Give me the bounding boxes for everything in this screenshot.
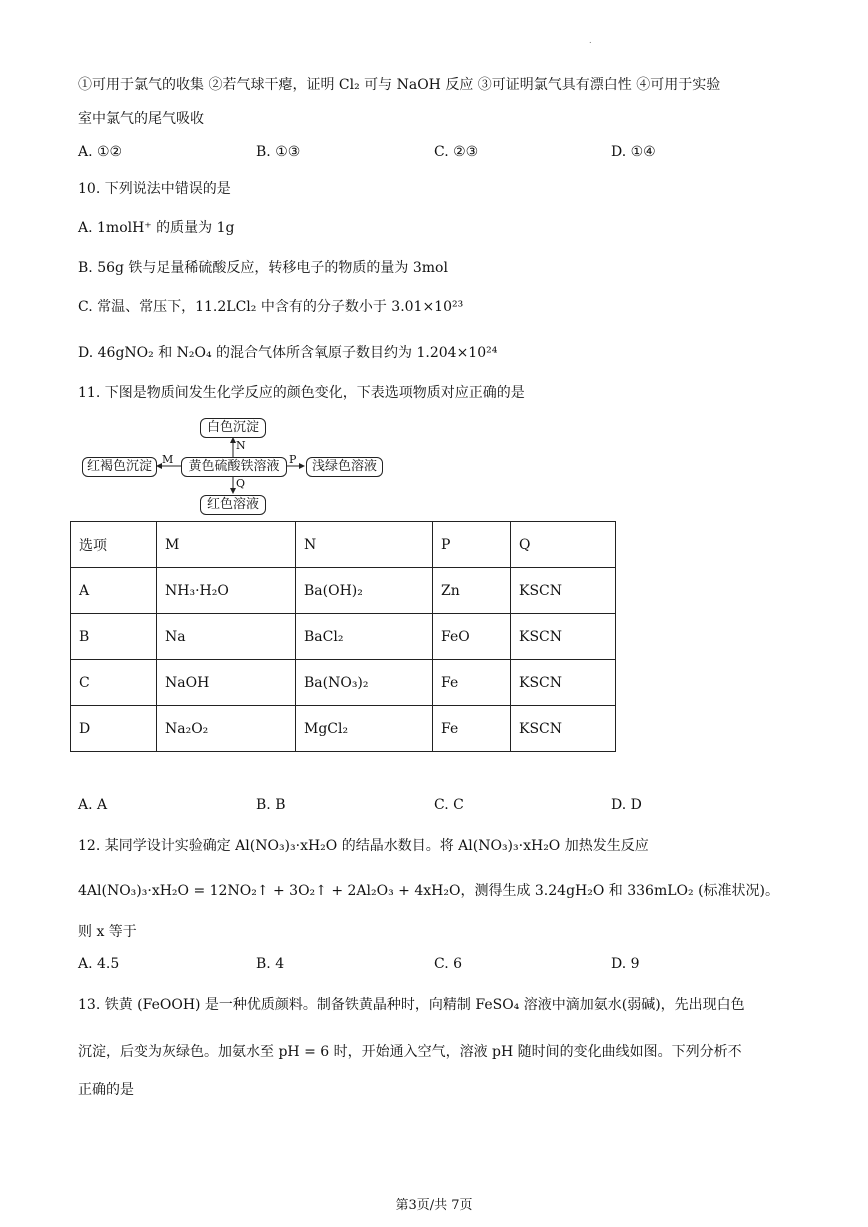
q9-option-d: D. ①④ bbox=[611, 144, 656, 160]
table-cell: NaOH bbox=[157, 660, 296, 706]
table-header-cell: M bbox=[157, 522, 296, 568]
table-cell: B bbox=[71, 614, 157, 660]
q11-option-c: C. C bbox=[434, 797, 464, 813]
q9-line1: ①可用于氯气的收集 ②若气球干瘪，证明 Cl₂ 可与 NaOH 反应 ③可证明氯气具有漂白性 ④可用于实验 bbox=[78, 77, 721, 93]
page-footer: 第3页/共 7页 bbox=[395, 1198, 473, 1213]
table-header-cell: 选项 bbox=[71, 522, 157, 568]
q10-stem: 10. 下列说法中错误的是 bbox=[78, 181, 231, 197]
q10-option-b: B. 56g 铁与足量稀硫酸反应，转移电子的物质的量为 3mol bbox=[78, 260, 448, 276]
table-header-cell: Q bbox=[511, 522, 616, 568]
q10-option-a: A. 1molH⁺ 的质量为 1g bbox=[78, 220, 235, 236]
q12-line3: 则 x 等于 bbox=[78, 924, 137, 940]
table-cell: FeO bbox=[433, 614, 511, 660]
table-cell: Na₂O₂ bbox=[157, 706, 296, 752]
diagram-box-top: 白色沉淀 bbox=[200, 418, 266, 438]
q13-line1: 13. 铁黄 (FeOOH) 是一种优质颜料。制备铁黄晶种时，向精制 FeSO₄ 溶液中滴加氨水(弱碱)，先出现白色 bbox=[78, 997, 745, 1013]
table-cell: A bbox=[71, 568, 157, 614]
table-header-cell: N bbox=[296, 522, 433, 568]
diagram-box-left: 红褐色沉淀 bbox=[82, 457, 157, 477]
q10-option-c: C. 常温、常压下，11.2LCl₂ 中含有的分子数小于 3.01×10²³ bbox=[78, 299, 464, 315]
table-cell: Ba(NO₃)₂ bbox=[296, 660, 433, 706]
q9-option-b: B. ①③ bbox=[256, 144, 301, 160]
table-cell: C bbox=[71, 660, 157, 706]
diagram-label-n: N bbox=[236, 439, 246, 452]
table-cell: Ba(OH)₂ bbox=[296, 568, 433, 614]
table-header-cell: P bbox=[433, 522, 511, 568]
q11-option-b: B. B bbox=[256, 797, 286, 813]
q12-option-d: D. 9 bbox=[611, 956, 640, 972]
table-row bbox=[71, 614, 616, 660]
q11-option-d: D. D bbox=[611, 797, 642, 813]
diagram-label-p: P bbox=[289, 453, 297, 466]
table-cell: KSCN bbox=[511, 660, 616, 706]
diagram-box-bottom: 红色溶液 bbox=[200, 495, 266, 515]
q11-table bbox=[70, 521, 616, 752]
diagram-label-q: Q bbox=[236, 477, 246, 490]
diagram-label-m: M bbox=[162, 453, 174, 466]
table-cell: KSCN bbox=[511, 568, 616, 614]
q12-option-a: A. 4.5 bbox=[78, 956, 120, 972]
q9-line2: 室中氯气的尾气吸收 bbox=[78, 111, 204, 127]
table-cell: Na bbox=[157, 614, 296, 660]
table-cell: Zn bbox=[433, 568, 511, 614]
q12-line1: 12. 某同学设计实验确定 Al(NO₃)₃·xH₂O 的结晶水数目。将 Al(NO₃)₃·xH₂O 加热发生反应 bbox=[78, 838, 649, 854]
diagram-box-center: 黄色硫酸铁溶液 bbox=[181, 457, 287, 477]
table-row bbox=[71, 660, 616, 706]
q12-option-b: B. 4 bbox=[256, 956, 285, 972]
table-row bbox=[71, 706, 616, 752]
q9-option-c: C. ②③ bbox=[434, 144, 479, 160]
q12-option-c: C. 6 bbox=[434, 956, 463, 972]
top-mark: . bbox=[589, 36, 592, 45]
table-cell: KSCN bbox=[511, 706, 616, 752]
diagram-box-right: 浅绿色溶液 bbox=[306, 457, 383, 477]
diagram-arrows bbox=[0, 0, 868, 530]
q11-option-a: A. A bbox=[78, 797, 108, 813]
table-cell: Fe bbox=[433, 706, 511, 752]
table-header-row bbox=[71, 522, 616, 568]
table-cell: NH₃·H₂O bbox=[157, 568, 296, 614]
table-cell: KSCN bbox=[511, 614, 616, 660]
q11-stem: 11. 下图是物质间发生化学反应的颜色变化，下表选项物质对应正确的是 bbox=[78, 385, 525, 401]
table-cell: MgCl₂ bbox=[296, 706, 433, 752]
table-cell: D bbox=[71, 706, 157, 752]
table-cell: Fe bbox=[433, 660, 511, 706]
q10-option-d: D. 46gNO₂ 和 N₂O₄ 的混合气体所含氧原子数目约为 1.204×10²⁴ bbox=[78, 345, 498, 361]
q13-line2: 沉淀，后变为灰绿色。加氨水至 pH = 6 时，开始通入空气，溶液 pH 随时间的变化曲线如图。下列分析不 bbox=[78, 1044, 742, 1060]
table-row bbox=[71, 568, 616, 614]
q12-line2: 4Al(NO₃)₃·xH₂O = 12NO₂↑ + 3O₂↑ + 2Al₂O₃ + 4xH₂O，测得生成 3.24gH₂O 和 336mLO₂ (标准状况)。 bbox=[78, 883, 779, 899]
q13-line3: 正确的是 bbox=[78, 1082, 134, 1098]
q9-option-a: A. ①② bbox=[78, 144, 123, 160]
table-cell: BaCl₂ bbox=[296, 614, 433, 660]
